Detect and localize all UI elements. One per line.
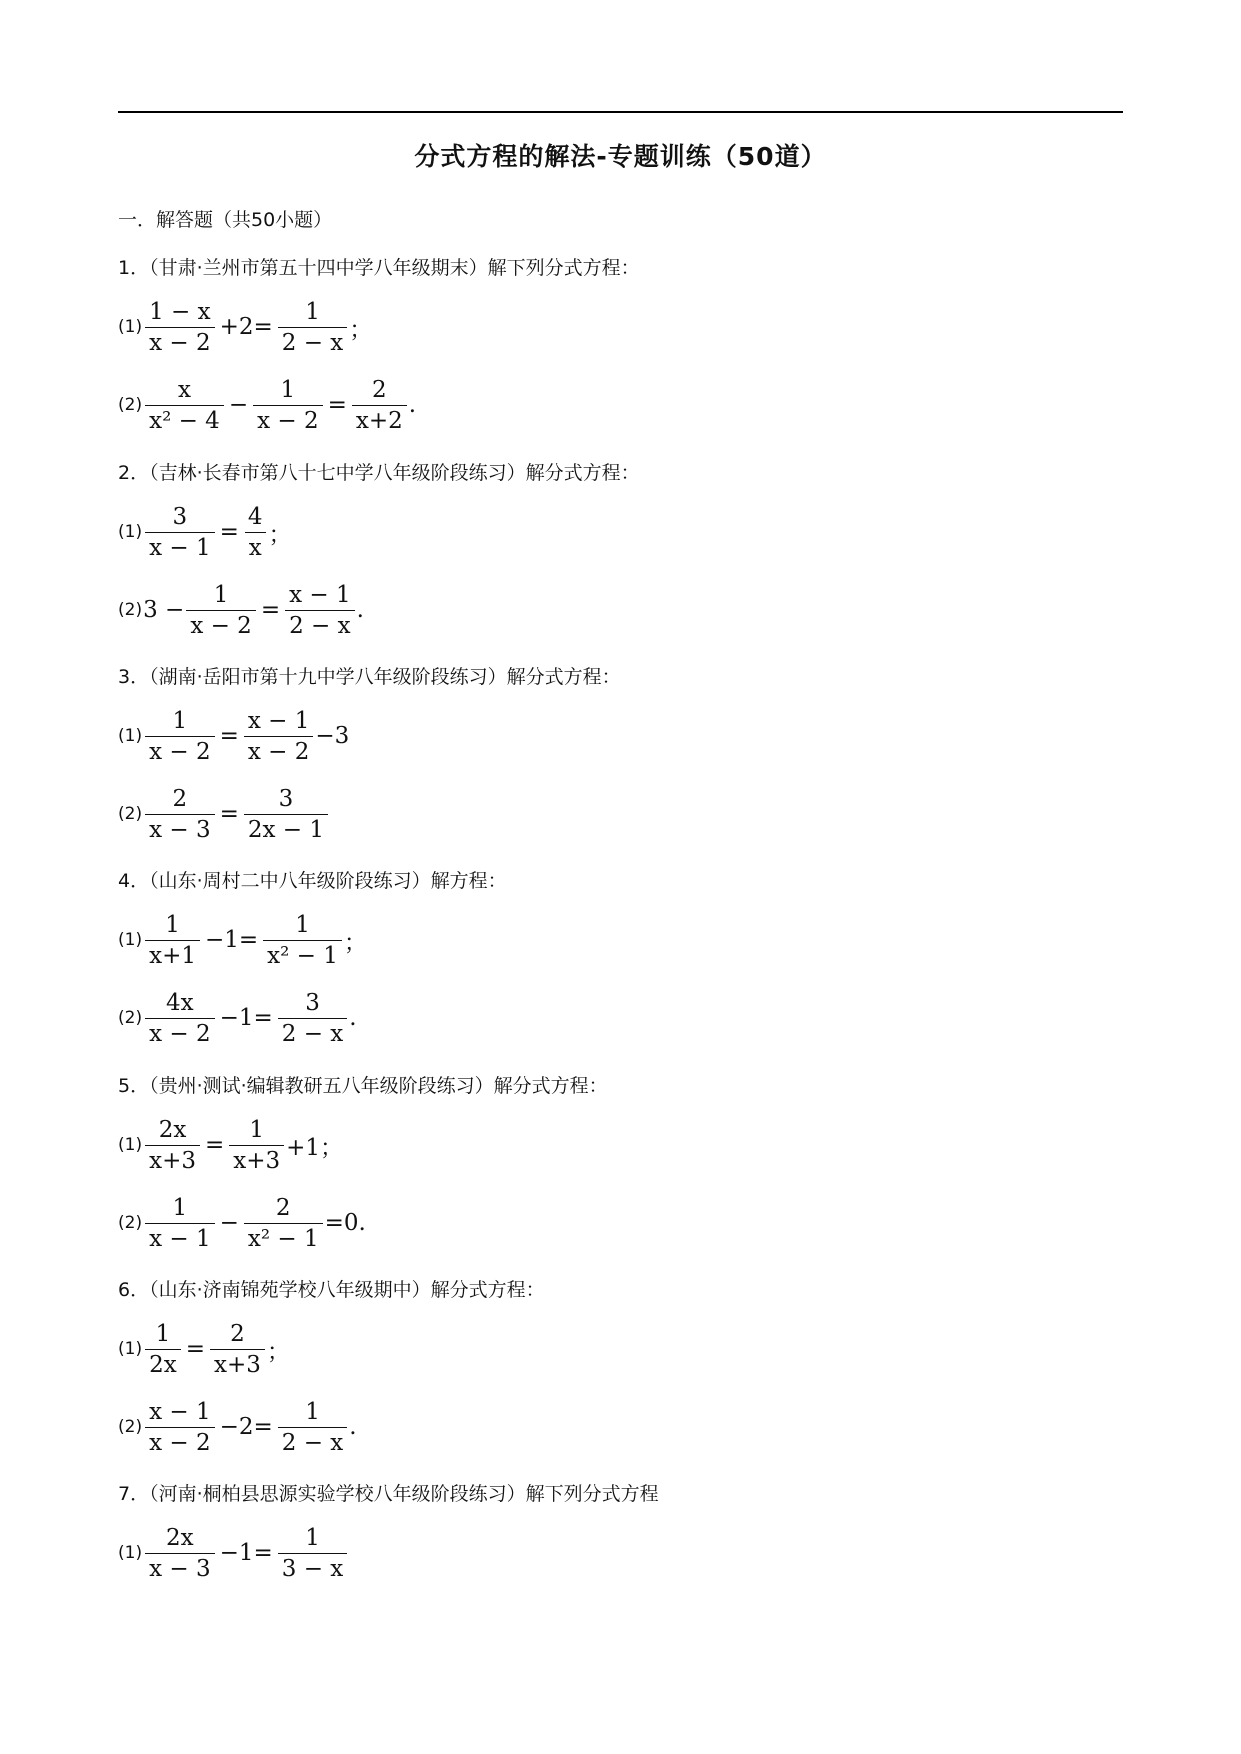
top-rule <box>118 111 1123 113</box>
q4-part2-equation <box>118 983 357 1053</box>
part-label: (2) <box>118 600 143 620</box>
q2-part1-equation <box>118 497 292 567</box>
fraction: $\frac{2}{x+2}$ <box>352 375 407 436</box>
question-5: 5．（贵州·测试·编辑教研五八年级阶段练习）解分式方程： <box>118 1075 608 1097</box>
equation-tail: −3 <box>315 723 350 749</box>
operator: −1= <box>219 1005 273 1031</box>
operator: = <box>219 801 239 827</box>
operator: −1= <box>219 1540 273 1566</box>
part-label: (1) <box>118 317 143 337</box>
part-label: (2) <box>118 1213 143 1233</box>
part-label: (1) <box>118 1543 143 1563</box>
part-label: (2) <box>118 1417 143 1437</box>
q3-part2-equation <box>118 779 330 849</box>
part-label: (1) <box>118 726 143 746</box>
q1-part2-equation <box>118 370 416 440</box>
operator: = <box>219 519 239 545</box>
fraction: $\frac{2}{x+3}$ <box>210 1319 265 1380</box>
part-label: (1) <box>118 1339 143 1359</box>
fraction: $\frac{2}{x - 3}$ <box>145 784 215 845</box>
fraction: $\frac{3}{2 - x}$ <box>278 988 348 1049</box>
part-label: (1) <box>118 930 143 950</box>
question-3: 3．（湖南·岳阳市第十九中学八年级阶段练习）解分式方程： <box>118 666 621 688</box>
equation-tail: =0. <box>324 1210 366 1236</box>
fraction: $\frac{4x}{x - 2}$ <box>145 988 215 1049</box>
fraction: $\frac{x - 1}{x - 2}$ <box>244 706 314 767</box>
fraction: $\frac{1}{x - 2}$ <box>253 375 323 436</box>
question-7: 7．（河南·桐柏县思源实验学校八年级阶段练习）解下列分式方程 <box>118 1483 659 1505</box>
fraction: $\frac{1}{2 - x}$ <box>278 297 348 358</box>
operator: = <box>204 1132 225 1158</box>
equation-tail: . <box>349 1005 357 1031</box>
operator: −2= <box>219 1414 273 1440</box>
equation-tail: . <box>356 597 364 623</box>
q6-part2-equation <box>118 1392 357 1462</box>
question-4: 4．（山东·周村二中八年级阶段练习）解方程： <box>118 870 507 892</box>
fraction: $\frac{1}{x - 2}$ <box>186 580 256 641</box>
operator: −1= <box>204 927 259 953</box>
equation-tail: +1； <box>286 1134 344 1161</box>
page-title: 分式方程的解法-专题训练（50道） <box>414 142 827 171</box>
fraction: $\frac{2}{\text{x² − 1}}$ <box>244 1193 323 1254</box>
equation-tail: ； <box>349 316 373 343</box>
equation-tail: . <box>349 1414 357 1440</box>
equation-tail: ； <box>343 929 367 956</box>
fraction: $\frac{x}{\text{x² − 4}}$ <box>145 375 224 436</box>
equation-tail: ； <box>266 1338 290 1365</box>
equation-prefix: 3 − <box>143 597 185 623</box>
fraction: $\frac{1}{2x}$ <box>145 1319 181 1380</box>
q1-part1-equation <box>118 292 372 362</box>
part-label: (2) <box>118 395 143 415</box>
q2-part2-equation <box>118 575 364 645</box>
operator: − <box>219 1210 239 1236</box>
fraction: $\frac{3}{2x - 1}$ <box>244 784 328 845</box>
fraction: $\frac{x - 1}{2 - x}$ <box>285 580 355 641</box>
operator: = <box>327 392 347 418</box>
q5-part1-equation <box>118 1110 343 1180</box>
section-heading: 一．解答题（共50小题） <box>118 209 333 231</box>
fraction: $\frac{2x}{x+3}$ <box>145 1115 200 1176</box>
fraction: $\frac{1}{\text{x² − 1}}$ <box>263 910 342 971</box>
part-label: (2) <box>118 804 143 824</box>
operator: +2= <box>219 314 273 340</box>
q3-part1-equation <box>118 701 349 771</box>
part-label: (1) <box>118 1135 143 1155</box>
question-2: 2．（吉林·长春市第八十七中学八年级阶段练习）解分式方程： <box>118 462 640 484</box>
operator: = <box>219 723 239 749</box>
operator: = <box>185 1336 205 1362</box>
fraction: $\frac{x - 1}{x - 2}$ <box>145 1397 215 1458</box>
equation-tail: ； <box>268 521 292 548</box>
fraction: $\frac{1}{2 - x}$ <box>278 1397 348 1458</box>
fraction: $\frac{2x}{x - 3}$ <box>145 1523 215 1584</box>
q7-part1-equation <box>118 1518 349 1588</box>
question-1: 1．（甘肃·兰州市第五十四中学八年级期末）解下列分式方程： <box>118 257 640 279</box>
part-label: (2) <box>118 1008 143 1028</box>
fraction: $\frac{1}{x - 1}$ <box>145 1193 215 1254</box>
q5-part2-equation <box>118 1188 366 1258</box>
q4-part1-equation <box>118 905 367 975</box>
fraction: $\frac{3}{x - 1}$ <box>145 502 215 563</box>
question-6: 6．（山东·济南锦苑学校八年级期中）解分式方程： <box>118 1279 545 1301</box>
fraction: $\frac{4}{x}$ <box>244 502 267 563</box>
operator: − <box>228 392 249 418</box>
fraction: $\frac{1}{x+1}$ <box>145 910 200 971</box>
q6-part1-equation <box>118 1314 290 1384</box>
fraction: $\frac{1 - x}{x - 2}$ <box>145 297 215 358</box>
operator: = <box>260 597 281 623</box>
fraction: $\frac{1}{x - 2}$ <box>145 706 215 767</box>
fraction: $\frac{1}{x+3}$ <box>229 1115 284 1176</box>
part-label: (1) <box>118 522 143 542</box>
equation-tail: . <box>408 392 417 418</box>
fraction: $\frac{1}{3 - x}$ <box>278 1523 348 1584</box>
